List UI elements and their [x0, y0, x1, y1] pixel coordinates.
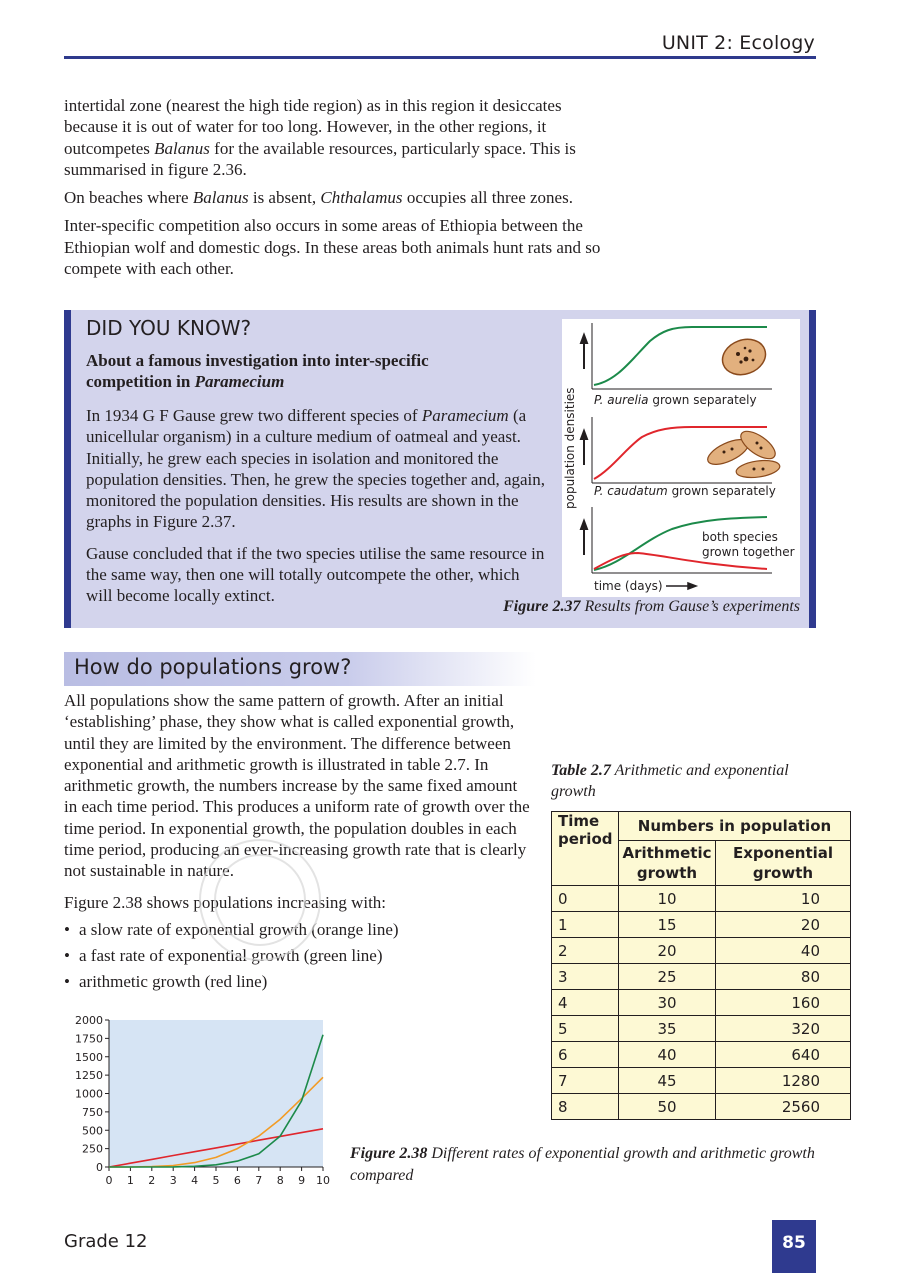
growth-chart-svg [60, 1010, 330, 1190]
table-2-7-caption [551, 760, 821, 802]
x-tick-label: 0 [105, 1174, 113, 1187]
header-line: growth [752, 864, 814, 882]
cell-exponential: 160 [716, 990, 851, 1016]
table-row [552, 938, 851, 964]
header-line: period [558, 830, 613, 848]
cell-exponential: 40 [716, 938, 851, 964]
text-run: occupies all three zones. [402, 188, 573, 208]
y-tick-label: 1250 [75, 1069, 103, 1083]
figure-2-38-caption [350, 1143, 820, 1187]
footer-grade: Grade 12 [64, 1231, 148, 1252]
table-row [552, 886, 851, 912]
cell-arithmetic: 25 [619, 964, 716, 990]
table-row [552, 990, 851, 1016]
header-line: Arithmetic [622, 844, 712, 862]
panel1-label: P. aurelia grown separately [594, 393, 757, 407]
list-item: • a slow rate of exponential growth (orange line) [64, 917, 534, 943]
cell-exponential: 20 [716, 912, 851, 938]
table-body [552, 886, 851, 1120]
cell-arithmetic: 45 [619, 1068, 716, 1094]
cell-arithmetic: 50 [619, 1094, 716, 1120]
species-name: Balanus [192, 188, 249, 208]
dyk-paragraph-2: Gause concluded that if the two species utilise the same resource in the same way, then one will totally outcompete the other, which will become locally extinct. [86, 543, 545, 606]
x-tick-label: 10 [316, 1174, 330, 1187]
cell-arithmetic: 20 [619, 938, 716, 964]
cell-exponential: 1280 [716, 1068, 851, 1094]
cell-time: 5 [552, 1016, 619, 1042]
growth-paragraph-1: All populations show the same pattern of growth. After an initial ‘establishing’ phase, they show what is called exponential growth, until they are limited by the environment. The difference between exponential and arithmetic growth is illustrated in table 2.7. In arithmetic growth, the numbers increase by the same fixed amount in each time period. This produces a uniform rate of growth over the time period. In exponential growth, the population doubles in each time period, producing an ever-increasing growth rate that is clearly not sustainable in nature. [64, 691, 530, 881]
text-run: is absent, [248, 188, 321, 208]
table-row [552, 1016, 851, 1042]
cell-arithmetic: 15 [619, 912, 716, 938]
did-you-know-title: DID YOU KNOW? [86, 316, 252, 340]
text-run: About a famous investigation into inter-specific competition in [86, 351, 429, 391]
y-tick-label: 500 [82, 1124, 103, 1138]
table-row [552, 912, 851, 938]
unit-title: UNIT 2: Ecology [661, 32, 815, 54]
species-name: Paramecium [194, 372, 285, 391]
header-line: Time [558, 812, 600, 830]
caption-label: Figure 2.38 [350, 1145, 428, 1162]
cell-time: 0 [552, 886, 619, 912]
x-tick-label: 2 [148, 1174, 156, 1187]
cell-time: 7 [552, 1068, 619, 1094]
col-header-group: Numbers in population [619, 812, 851, 841]
cell-time: 1 [552, 912, 619, 938]
col-header-time [552, 812, 619, 886]
x-tick-label: 7 [255, 1174, 263, 1187]
cell-time: 8 [552, 1094, 619, 1120]
panel2-label: P. caudatum grown separately [594, 484, 776, 498]
intro-paragraph-2 [64, 187, 609, 208]
text-run: In 1934 G F Gause grew two different species of [86, 406, 422, 425]
y-tick-label: 1500 [75, 1050, 103, 1064]
y-tick-label: 1750 [75, 1032, 103, 1046]
species-name: Paramecium [421, 406, 509, 425]
list-item: • a fast rate of exponential growth (green line) [64, 943, 534, 969]
caption-text: Results from Gause’s experiments [580, 598, 800, 615]
x-tick-label: 1 [126, 1174, 134, 1187]
box-border-right [809, 310, 816, 628]
paramecium-caudatum-icon [704, 426, 781, 480]
caption-text: Different rates of exponential growth and arithmetic growth compared [350, 1145, 815, 1184]
x-tick-label: 9 [298, 1174, 306, 1187]
table-row [552, 1042, 851, 1068]
species-name: Balanus [154, 138, 210, 158]
page-number: 85 [772, 1220, 816, 1273]
panel3-up-arrow-icon [581, 521, 587, 555]
caption-label: Table 2.7 [551, 762, 611, 779]
x-axis-label: time (days) [594, 579, 663, 593]
y-tick-label: 250 [82, 1142, 103, 1156]
cell-exponential: 10 [716, 886, 851, 912]
cell-time: 2 [552, 938, 619, 964]
header-line: growth [636, 864, 698, 882]
cell-time: 6 [552, 1042, 619, 1068]
dyk-paragraph-1 [86, 405, 546, 533]
cell-arithmetic: 30 [619, 990, 716, 1016]
cell-arithmetic: 40 [619, 1042, 716, 1068]
panel1-up-arrow-icon [581, 335, 587, 369]
cell-time: 4 [552, 990, 619, 1016]
paramecium-aurelia-icon [718, 334, 771, 381]
text-run: On beaches where [64, 188, 193, 208]
panel3-label-line1: both species [702, 530, 778, 544]
text-run: intertidal zone (nearest the high tide region) as in this region it desiccates because it is out of water for too long. However, in the other regions, it outcompetes [64, 96, 562, 158]
growth-text [64, 690, 534, 923]
x-tick-label: 8 [276, 1174, 284, 1187]
y-tick-label: 0 [96, 1161, 103, 1174]
panel3-label-line2: grown together [702, 545, 795, 559]
table-row [552, 964, 851, 990]
caption-label: Figure 2.37 [503, 598, 581, 615]
species-name: Chthalamus [320, 188, 403, 208]
caption-text: Arithmetic and exponential growth [551, 762, 789, 800]
y-tick-label: 750 [82, 1105, 103, 1119]
right-arrow-icon [666, 583, 696, 589]
col-header-arithmetic [619, 841, 716, 886]
cell-arithmetic: 35 [619, 1016, 716, 1042]
y-axis-label: population densities [563, 387, 577, 509]
panel2-up-arrow-icon [581, 431, 587, 465]
section-title: How do populations grow? [74, 655, 352, 679]
col-header-exponential [716, 841, 851, 886]
intro-paragraph-3: Inter-specific competition also occurs in some areas of Ethiopia between the Ethiopian wolf and domestic dogs. In these areas both animals hunt rats and so compete with each other. [64, 216, 601, 279]
cell-exponential: 640 [716, 1042, 851, 1068]
figure-2-38-chart [60, 1010, 330, 1190]
cell-time: 3 [552, 964, 619, 990]
cell-arithmetic: 10 [619, 886, 716, 912]
text-run: (a unicellular organism) in a culture medium of oatmeal and yeast. Initially, he grew each species in isolation and monitored the population densities. Then, he grew the species together and, again, monitored the population densities. His results are shown in the graphs in Figure 2.37. [86, 406, 546, 532]
header-line: Exponential [732, 844, 834, 862]
did-you-know-heading [86, 350, 516, 392]
header-rule [64, 56, 816, 59]
x-tick-label: 6 [233, 1174, 241, 1187]
figure-2-37-caption [480, 598, 800, 616]
x-tick-label: 5 [212, 1174, 220, 1187]
y-tick-label: 2000 [75, 1014, 103, 1027]
intro-text [64, 95, 609, 286]
cell-exponential: 320 [716, 1016, 851, 1042]
table-row [552, 1068, 851, 1094]
plot-area [109, 1020, 323, 1167]
text-run: for the available resources, particularly space. This is summarised in figure 2.36. [64, 138, 576, 179]
box-border-left [64, 310, 71, 628]
cell-exponential: 2560 [716, 1094, 851, 1120]
list-item: • arithmetic growth (red line) [64, 969, 534, 995]
cell-exponential: 80 [716, 964, 851, 990]
intro-paragraph-1 [64, 95, 609, 180]
table-row [552, 1094, 851, 1120]
gause-graphs [562, 319, 800, 597]
did-you-know-text [86, 405, 546, 617]
y-tick-label: 1000 [75, 1087, 103, 1101]
population-table [551, 811, 851, 1120]
x-tick-label: 3 [169, 1174, 177, 1187]
x-tick-label: 4 [191, 1174, 199, 1187]
growth-bullet-list [64, 917, 534, 995]
growth-paragraph-2: Figure 2.38 shows populations increasing with: [64, 892, 387, 912]
figure-2-37 [562, 319, 800, 597]
